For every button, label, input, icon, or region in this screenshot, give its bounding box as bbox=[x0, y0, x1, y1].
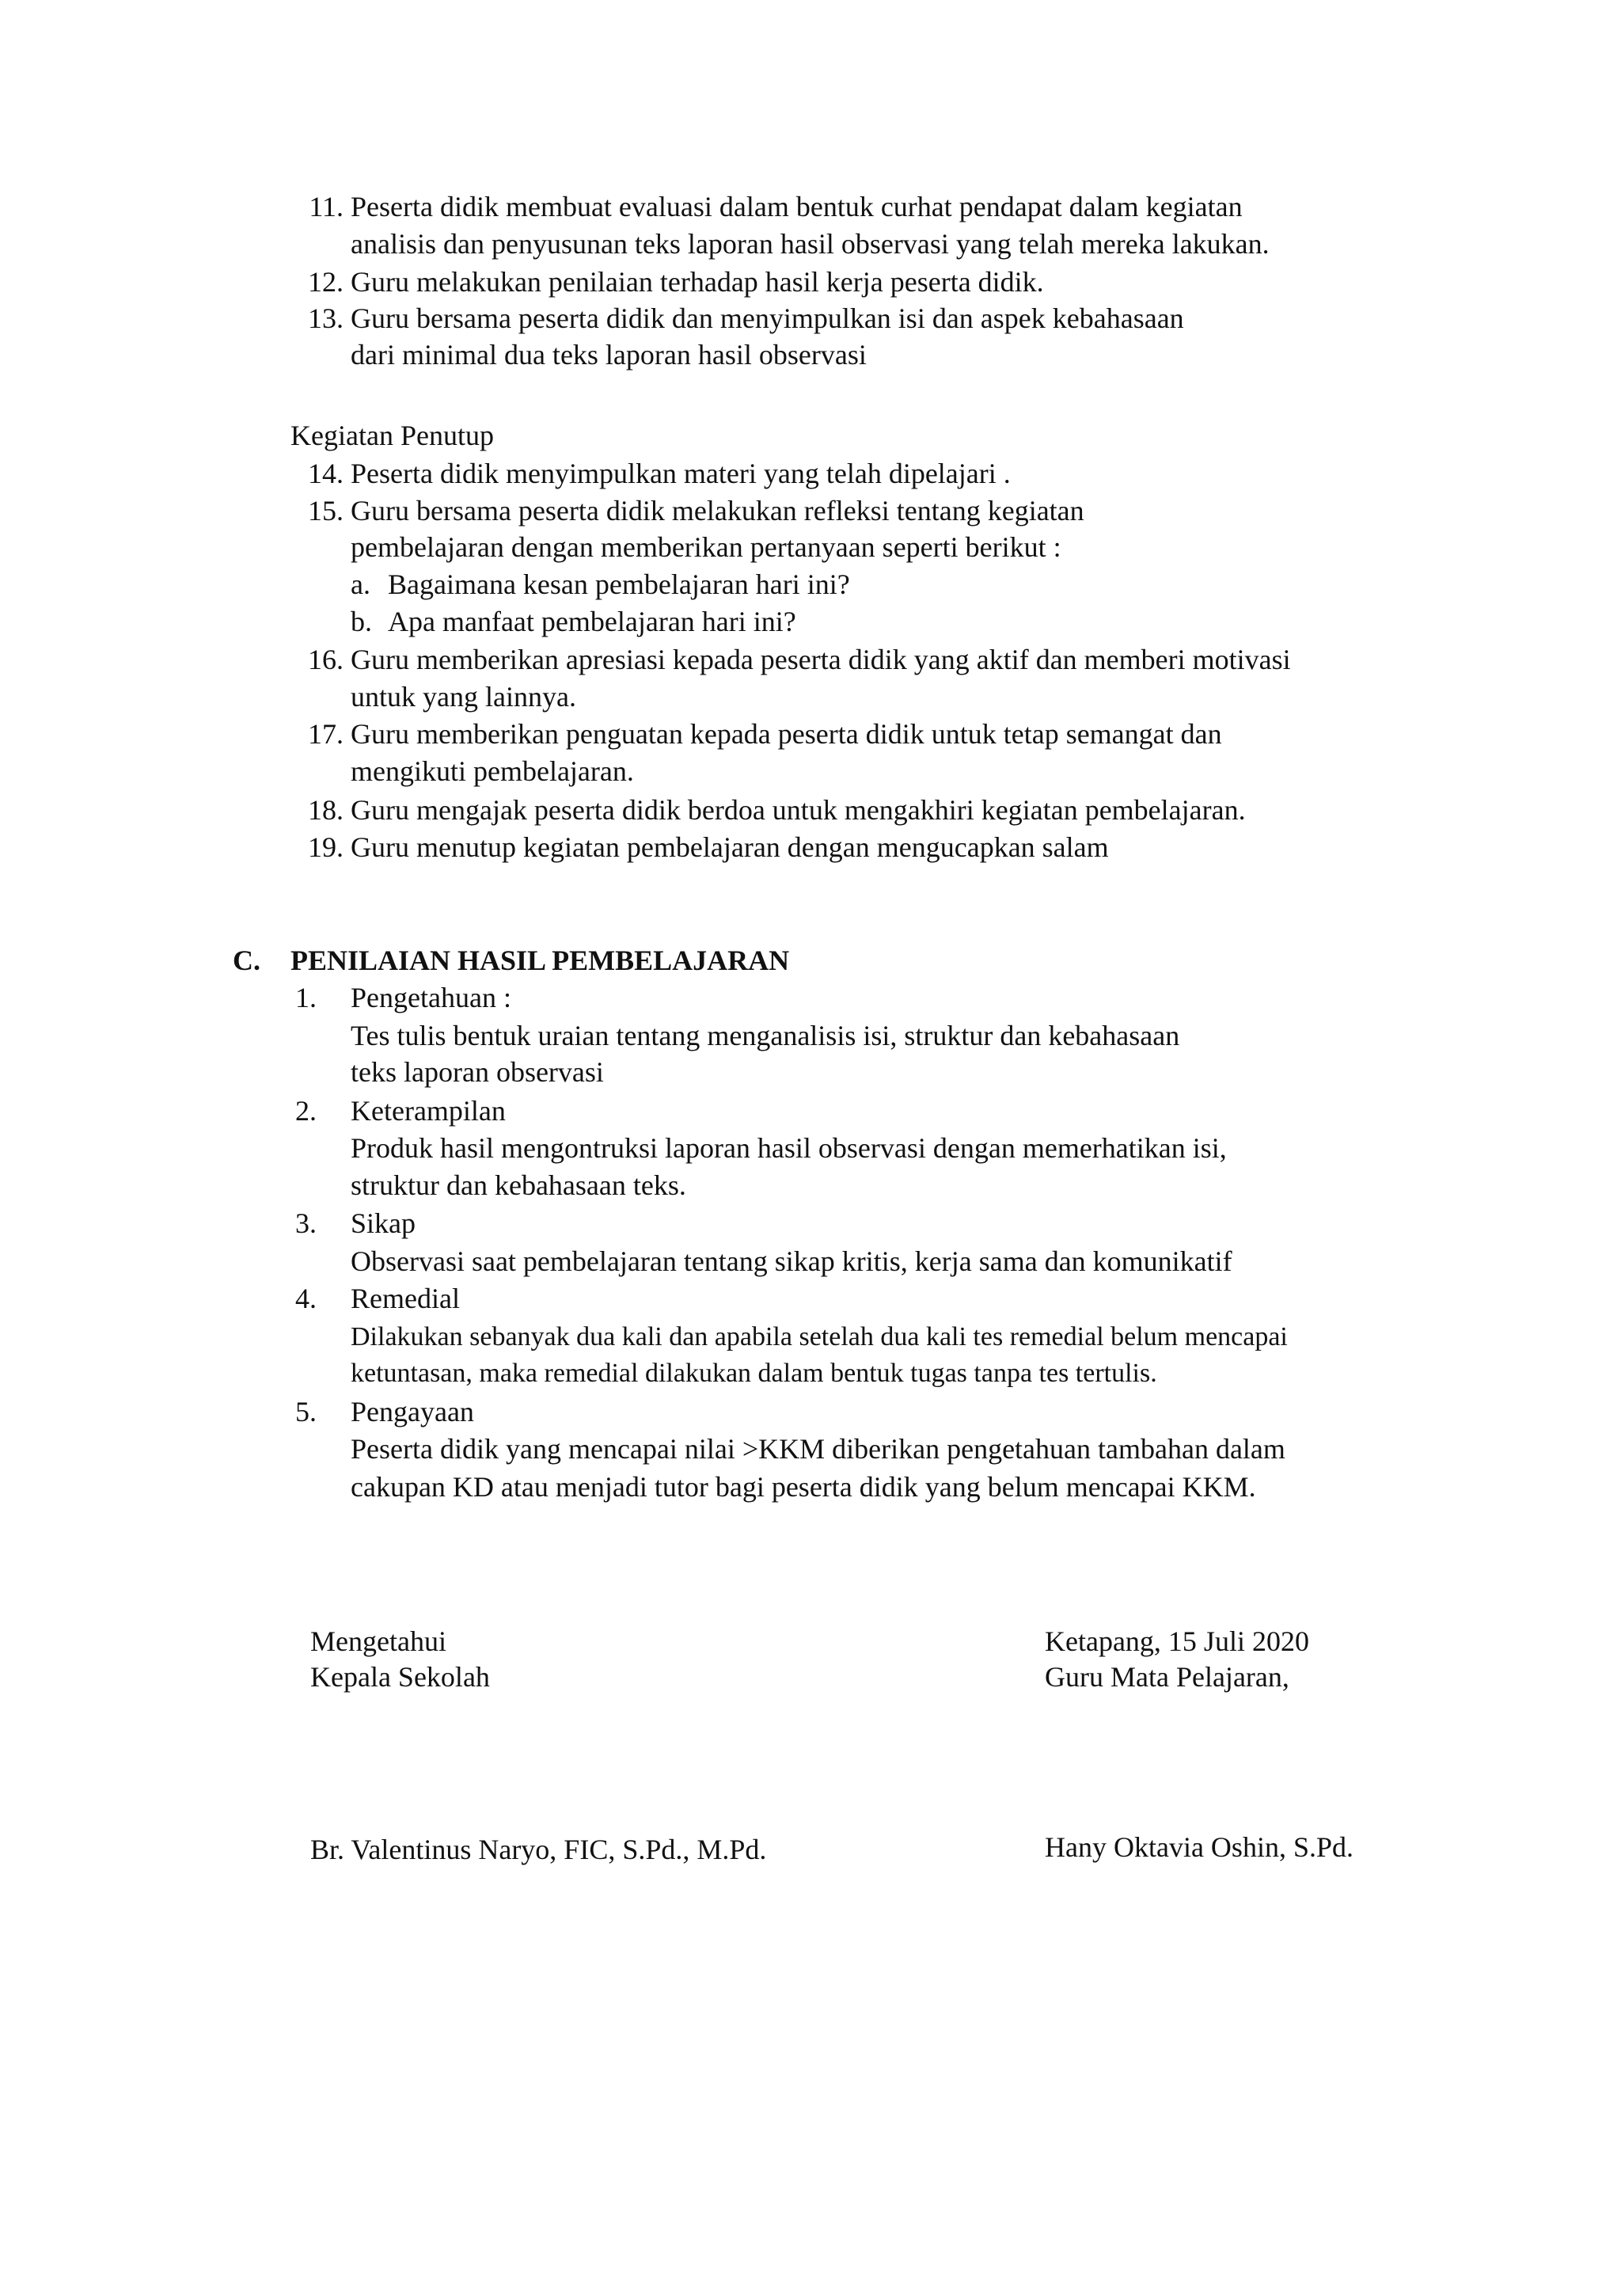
assessment-label-5: Pengayaan bbox=[351, 1396, 474, 1427]
list-number-11: 11. bbox=[309, 191, 344, 222]
item-16-line-2: untuk yang lainnya. bbox=[351, 681, 576, 713]
section-c-letter: C. bbox=[233, 945, 260, 976]
assessment-1-line-1: Tes tulis bentuk uraian tentang menganalisis isi, struktur dan kebahasaan bbox=[351, 1020, 1180, 1051]
assessment-5-line-2: cakupan KD atau menjadi tutor bagi peserta didik yang belum mencapai KKM. bbox=[351, 1471, 1256, 1503]
assessment-label-2: Keterampilan bbox=[351, 1095, 506, 1127]
assessment-number-2: 2. bbox=[295, 1095, 317, 1127]
section-c-title: PENILAIAN HASIL PEMBELAJARAN bbox=[290, 945, 790, 976]
signature-left-line-1: Mengetahui bbox=[310, 1625, 446, 1657]
assessment-3-line-1: Observasi saat pembelajaran tentang sikap kritis, kerja sama dan komunikatif bbox=[351, 1245, 1232, 1277]
assessment-5-line-1: Peserta didik yang mencapai nilai >KKM diberikan pengetahuan tambahan dalam bbox=[351, 1433, 1285, 1465]
signature-left-line-2: Kepala Sekolah bbox=[310, 1661, 490, 1693]
assessment-number-3: 3. bbox=[295, 1207, 317, 1239]
item-18-text: Guru mengajak peserta didik berdoa untuk mengakhiri kegiatan pembelajaran. bbox=[351, 794, 1246, 826]
item-14-text: Peserta didik menyimpulkan materi yang telah dipelajari . bbox=[351, 458, 1011, 489]
item-11-line-2: analisis dan penyusunan teks laporan hasil observasi yang telah mereka lakukan. bbox=[351, 228, 1270, 260]
assessment-label-1: Pengetahuan : bbox=[351, 982, 511, 1013]
item-16-line-1: Guru memberikan apresiasi kepada peserta didik yang aktif dan memberi motivasi bbox=[351, 644, 1291, 675]
assessment-4-line-2: ketuntasan, maka remedial dilakukan dalam bentuk tugas tanpa tes tertulis. bbox=[351, 1359, 1157, 1388]
assessment-2-line-1: Produk hasil mengontruksi laporan hasil observasi dengan memerhatikan isi, bbox=[351, 1132, 1227, 1164]
signature-left-name: Br. Valentinus Naryo, FIC, S.Pd., M.Pd. bbox=[310, 1834, 767, 1865]
question-a-letter: a. bbox=[351, 568, 370, 600]
assessment-number-5: 5. bbox=[295, 1396, 317, 1427]
assessment-2-line-2: struktur dan kebahasaan teks. bbox=[351, 1169, 686, 1201]
list-number-14: 14. bbox=[308, 458, 344, 489]
list-number-16: 16. bbox=[308, 644, 344, 675]
closing-title: Kegiatan Penutup bbox=[290, 420, 494, 451]
item-17-line-2: mengikuti pembelajaran. bbox=[351, 755, 634, 787]
list-number-17: 17. bbox=[308, 718, 344, 750]
list-number-18: 18. bbox=[308, 794, 344, 826]
item-12-line-1: Guru melakukan penilaian terhadap hasil kerja peserta didik. bbox=[351, 266, 1044, 298]
list-number-19: 19. bbox=[308, 831, 344, 863]
question-a-text: Bagaimana kesan pembelajaran hari ini? bbox=[388, 568, 850, 600]
assessment-label-4: Remedial bbox=[351, 1283, 460, 1314]
item-19-text: Guru menutup kegiatan pembelajaran dengan mengucapkan salam bbox=[351, 831, 1109, 863]
assessment-number-1: 1. bbox=[295, 982, 317, 1013]
list-number-12: 12. bbox=[308, 266, 344, 298]
list-number-15: 15. bbox=[308, 495, 344, 526]
item-17-line-1: Guru memberikan penguatan kepada peserta didik untuk tetap semangat dan bbox=[351, 718, 1222, 750]
assessment-number-4: 4. bbox=[295, 1283, 317, 1314]
question-b-letter: b. bbox=[351, 606, 372, 637]
item-11-line-1: Peserta didik membuat evaluasi dalam bentuk curhat pendapat dalam kegiatan bbox=[351, 191, 1243, 222]
item-15-line-2: pembelajaran dengan memberikan pertanyaan seperti berikut : bbox=[351, 531, 1061, 563]
assessment-1-line-2: teks laporan observasi bbox=[351, 1056, 604, 1088]
signature-right-line-2: Guru Mata Pelajaran, bbox=[1045, 1661, 1289, 1693]
item-15-line-1: Guru bersama peserta didik melakukan refleksi tentang kegiatan bbox=[351, 495, 1084, 526]
question-b-text: Apa manfaat pembelajaran hari ini? bbox=[388, 606, 796, 637]
list-number-13: 13. bbox=[308, 302, 344, 334]
item-13-line-1: Guru bersama peserta didik dan menyimpulkan isi dan aspek kebahasaan bbox=[351, 302, 1184, 334]
assessment-4-line-1: Dilakukan sebanyak dua kali dan apabila setelah dua kali tes remedial belum mencapai bbox=[351, 1322, 1288, 1351]
assessment-label-3: Sikap bbox=[351, 1207, 416, 1239]
item-13-line-2: dari minimal dua teks laporan hasil observasi bbox=[351, 339, 867, 371]
signature-right-name: Hany Oktavia Oshin, S.Pd. bbox=[1045, 1831, 1353, 1863]
signature-right-line-1: Ketapang, 15 Juli 2020 bbox=[1045, 1625, 1309, 1657]
